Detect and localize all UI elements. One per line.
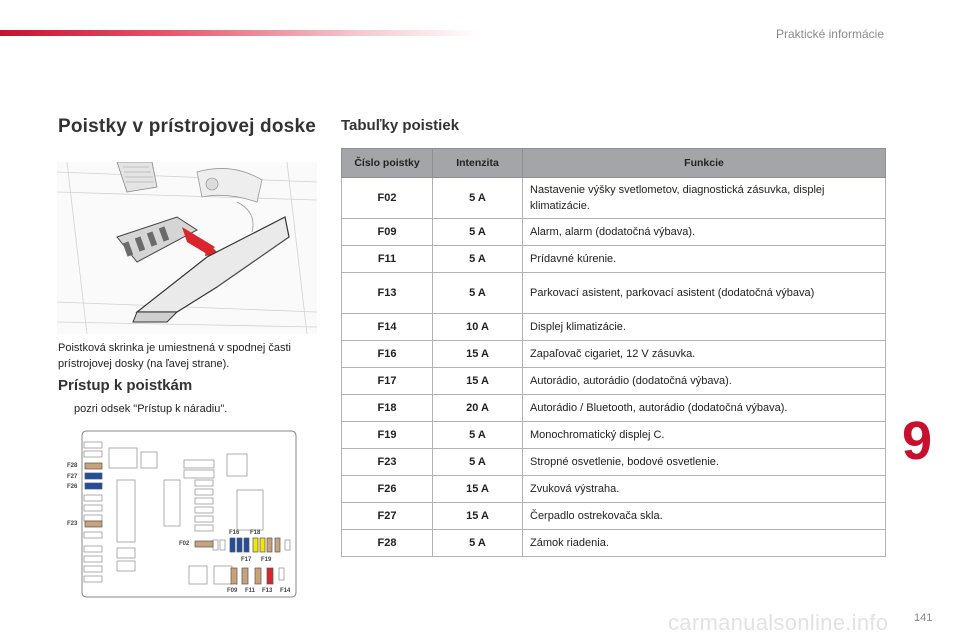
function-cell: Čerpadlo ostrekovača skla. <box>523 503 886 530</box>
fuse-cell: F18 <box>342 395 433 422</box>
amp-cell: 5 A <box>433 219 523 246</box>
label-f28: F28 <box>67 463 78 469</box>
section-title: Praktické informácie <box>775 27 884 41</box>
table-row <box>342 246 886 273</box>
col-fuse-number: Číslo poistky <box>342 149 433 178</box>
fuse-cell: F28 <box>342 530 433 557</box>
function-cell: Displej klimatizácie. <box>523 314 886 341</box>
label-f09: F09 <box>227 588 238 594</box>
label-f23: F23 <box>67 521 78 527</box>
fuse-cell: F23 <box>342 449 433 476</box>
table-row <box>342 395 886 422</box>
label-f11: F11 <box>245 588 256 594</box>
table-row <box>342 422 886 449</box>
access-text: pozri odsek "Prístup k náradiu". <box>74 403 228 415</box>
amp-cell: 5 A <box>433 449 523 476</box>
access-instruction <box>60 403 227 415</box>
fuse-cell: F11 <box>342 246 433 273</box>
label-f27: F27 <box>67 474 78 480</box>
access-title: Prístup k poistkám <box>58 377 193 394</box>
function-cell: Zámok riadenia. <box>523 530 886 557</box>
fuse-cell: F26 <box>342 476 433 503</box>
table-row <box>342 449 886 476</box>
fuse-cell: F13 <box>342 273 433 314</box>
fuse-cell: F09 <box>342 219 433 246</box>
fuse-cell: F16 <box>342 341 433 368</box>
table-row <box>342 219 886 246</box>
label-f19: F19 <box>261 557 272 563</box>
amp-cell: 15 A <box>433 368 523 395</box>
fuse-cell: F27 <box>342 503 433 530</box>
page-title: Poistky v prístrojovej doske <box>58 116 316 137</box>
function-cell: Zvuková výstraha. <box>523 476 886 503</box>
fuse-box-diagram <box>67 430 299 598</box>
table-row <box>342 530 886 557</box>
col-function: Funkcie <box>523 149 886 178</box>
fuse-box-location-illustration <box>57 162 317 334</box>
table-row <box>342 341 886 368</box>
function-cell: Stropné osvetlenie, bodové osvetlenie. <box>523 449 886 476</box>
amp-cell: 20 A <box>433 395 523 422</box>
amp-cell: 15 A <box>433 341 523 368</box>
table-row <box>342 368 886 395</box>
table-row <box>342 476 886 503</box>
fuse-cell: F19 <box>342 422 433 449</box>
label-f16: F16 <box>229 530 240 536</box>
function-cell: Monochromatický displej C. <box>523 422 886 449</box>
table-row <box>342 503 886 530</box>
table-row <box>342 273 886 314</box>
amp-cell: 5 A <box>433 273 523 314</box>
amp-cell: 5 A <box>433 178 523 219</box>
header-accent-bar <box>0 30 480 36</box>
fuse-table-header <box>342 149 886 178</box>
fuse-box-location-caption: Poistková skrinka je umiestnená v spodnej časti prístrojovej dosky (na ľavej strane). <box>58 342 291 370</box>
label-f17: F17 <box>241 557 252 563</box>
function-cell: Parkovací asistent, parkovací asistent (dodatočná výbava) <box>523 273 886 314</box>
fuse-table <box>341 148 886 557</box>
col-amperage: Intenzita <box>433 149 523 178</box>
amp-cell: 5 A <box>433 246 523 273</box>
amp-cell: 5 A <box>433 530 523 557</box>
function-cell: Autorádio / Bluetooth, autorádio (dodatočná výbava). <box>523 395 886 422</box>
amp-cell: 10 A <box>433 314 523 341</box>
function-cell: Nastavenie výšky svetlometov, diagnostická zásuvka, displej klimatizácie. <box>523 178 886 219</box>
fuse-cell: F14 <box>342 314 433 341</box>
function-cell: Zapaľovač cigariet, 12 V zásuvka. <box>523 341 886 368</box>
function-cell: Alarm, alarm (dodatočná výbava). <box>523 219 886 246</box>
label-f14: F14 <box>280 588 291 594</box>
table-row <box>342 314 886 341</box>
function-cell: Autorádio, autorádio (dodatočná výbava). <box>523 368 886 395</box>
amp-cell: 15 A <box>433 476 523 503</box>
label-f13: F13 <box>262 588 273 594</box>
label-f26: F26 <box>67 484 78 490</box>
label-f02: F02 <box>179 541 190 547</box>
fuse-tables-title: Tabuľky poistiek <box>341 117 460 134</box>
amp-cell: 5 A <box>433 422 523 449</box>
fuse-cell: F17 <box>342 368 433 395</box>
page-number: 141 <box>914 612 933 624</box>
amp-cell: 15 A <box>433 503 523 530</box>
watermark: carmanualsonline.info <box>668 610 889 635</box>
chapter-number: 9 <box>902 411 933 471</box>
function-cell: Prídavné kúrenie. <box>523 246 886 273</box>
table-row <box>342 178 886 219</box>
fuse-cell: F02 <box>342 178 433 219</box>
label-f18: F18 <box>250 530 261 536</box>
